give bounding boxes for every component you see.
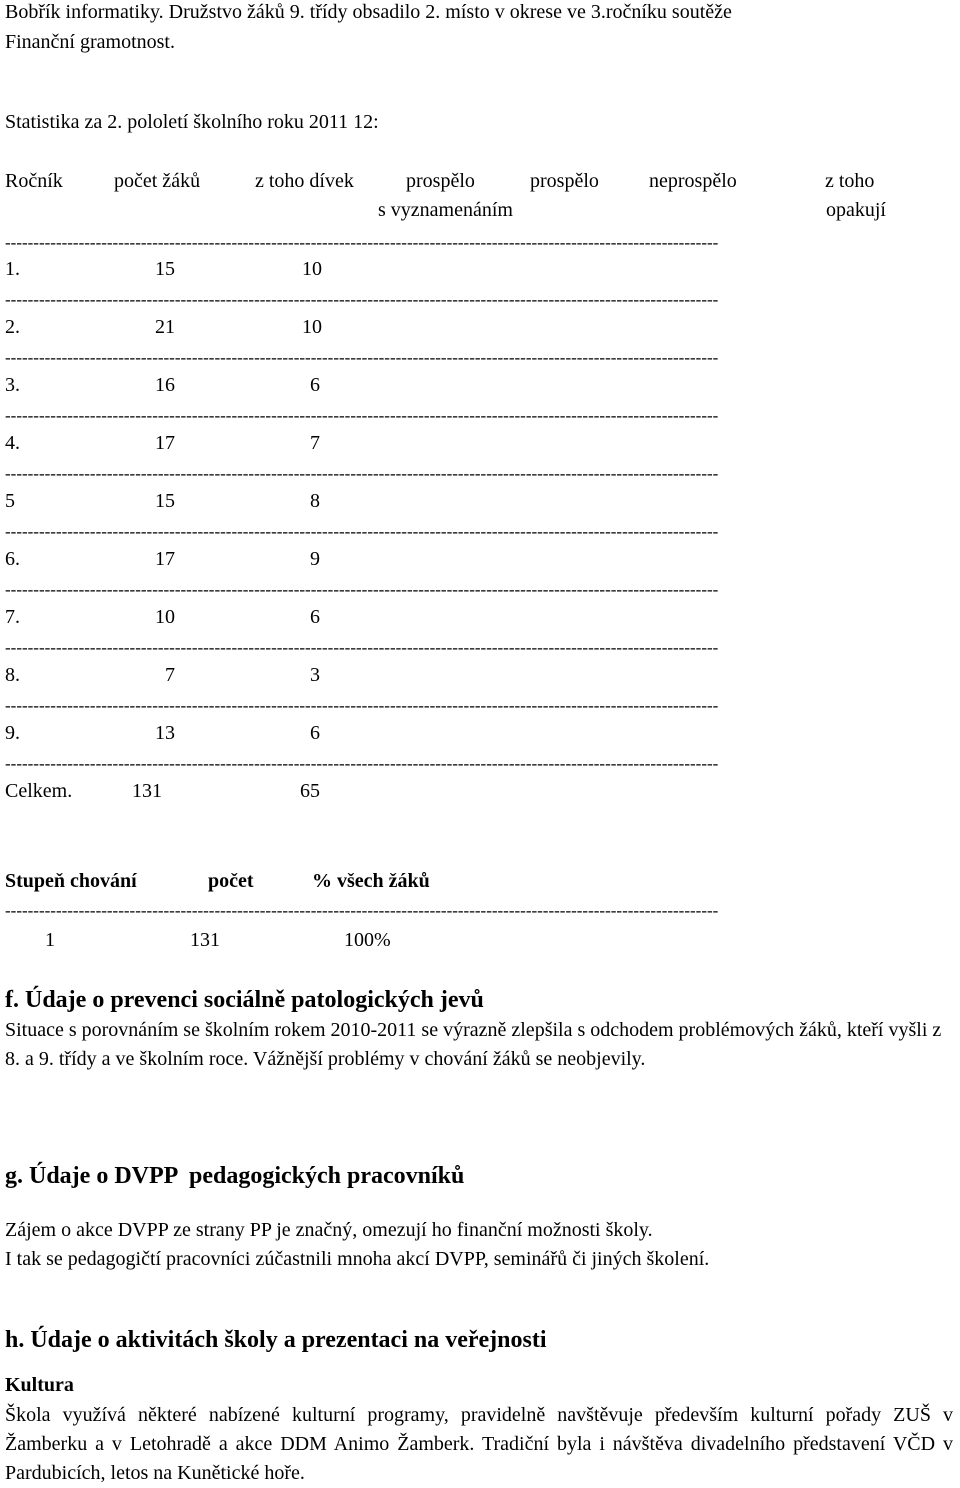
header-prospelo: prospělo [406,170,475,192]
intro-line-2: Finanční gramotnost. [5,31,175,53]
cell-pocet: 15 [155,258,175,280]
behaviour-header-stupen: Stupeň chování [5,870,137,892]
divider: ------------------------------------------------------------------------------------------------------------------------------ [5,901,719,920]
header-pocet-zaku: počet žáků [114,170,201,192]
header-z-toho-opakuji-2: opakují [826,199,886,221]
divider: ------------------------------------------------------------------------------------------------------------------------------ [5,406,719,425]
cell-divek: 10 [302,316,322,338]
divider: ------------------------------------------------------------------------------------------------------------------------------ [5,522,719,541]
section-h-subheading: Kultura [5,1374,74,1396]
cell-pocet: 16 [155,374,175,396]
divider: ------------------------------------------------------------------------------------------------------------------------------ [5,290,719,309]
intro-line-1: Bobřík informatiky. Družstvo žáků 9. třídy obsadilo 2. místo v okrese ve 3.ročníku soutěže [5,1,732,23]
cell-rocnik: 6. [5,548,20,570]
divider: ------------------------------------------------------------------------------------------------------------------------------ [5,580,719,599]
cell-rocnik: 5 [5,490,15,512]
header-prospelo-s-vyznamenanim: prospělo [530,170,599,192]
header-z-toho-opakuji: z toho [825,170,875,192]
cell-rocnik: 2. [5,316,20,338]
cell-rocnik: 3. [5,374,20,396]
divider: ------------------------------------------------------------------------------------------------------------------------------ [5,464,719,483]
cell-rocnik: 1. [5,258,20,280]
cell-divek: 3 [310,664,320,686]
section-f-heading: f. Údaje o prevenci sociálně patologických jevů [5,987,484,1013]
header-prospelo-s-vyznamenanim-2: s vyznamenáním [378,199,513,221]
behaviour-header-pocet: počet [208,870,254,892]
cell-pocet: 7 [165,664,175,686]
cell-pocet: 21 [155,316,175,338]
section-g-heading: g. Údaje o DVPP pedagogických pracovníků [5,1163,465,1189]
divider: ------------------------------------------------------------------------------------------------------------------------------ [5,638,719,657]
section-g-line-2: I tak se pedagogičtí pracovníci zúčastnili mnoha akcí DVPP, seminářů či jiných školení. [5,1248,710,1270]
header-neprospelo: neprospělo [649,170,737,192]
behaviour-header-procent: % všech žáků [312,870,430,892]
total-label: Celkem. [5,780,73,802]
cell-pocet: 17 [155,432,175,454]
behaviour-procent: 100% [344,929,391,951]
behaviour-pocet: 131 [190,929,220,951]
cell-rocnik: 4. [5,432,20,454]
cell-pocet: 10 [155,606,175,628]
cell-divek: 10 [302,258,322,280]
header-rocnik: Ročník [5,170,63,192]
cell-rocnik: 7. [5,606,20,628]
cell-rocnik: 8. [5,664,20,686]
stats-title: Statistika za 2. pololetí školního roku 2011 12: [5,111,379,133]
section-h-text: Škola využívá některé nabízené kulturní programy, pravidelně navštěvuje především kulturní pořady ZUŠ v Žamberku a v Letohradě a akce DDM Animo Žamberk. Tradiční byla i návštěva divadelního představení VČD v Pardubicích, letos na Kunětické hoře. [5,1404,953,1484]
section-h-heading: h. Údaje o aktivitách školy a prezentaci na veřejnosti [5,1327,547,1353]
cell-divek: 7 [310,432,320,454]
cell-divek: 9 [310,548,320,570]
total-pocet: 131 [132,780,162,802]
divider: ------------------------------------------------------------------------------------------------------------------------------ [5,754,719,773]
divider: ------------------------------------------------------------------------------------------------------------------------------ [5,348,719,367]
cell-pocet: 17 [155,548,175,570]
cell-divek: 6 [310,606,320,628]
cell-divek: 6 [310,374,320,396]
header-z-toho-divek: z toho dívek [255,170,354,192]
cell-pocet: 15 [155,490,175,512]
behaviour-stupen: 1 [45,929,55,951]
total-divek: 65 [300,780,320,802]
cell-rocnik: 9. [5,722,20,744]
section-f-text: Situace s porovnáním se školním rokem 2010-2011 se výrazně zlepšila s odchodem problémových žáků, kteří vyšli z 8. a 9. třídy a ve školním roce. Vážnější problémy v chování žáků se neobjevily. [5,1019,942,1070]
cell-divek: 6 [310,722,320,744]
divider: ------------------------------------------------------------------------------------------------------------------------------ [5,696,719,715]
divider: ------------------------------------------------------------------------------------------------------------------------------ [5,233,719,252]
cell-divek: 8 [310,490,320,512]
cell-pocet: 13 [155,722,175,744]
section-g-line-1: Zájem o akce DVPP ze strany PP je značný, omezují ho finanční možnosti školy. [5,1219,653,1241]
